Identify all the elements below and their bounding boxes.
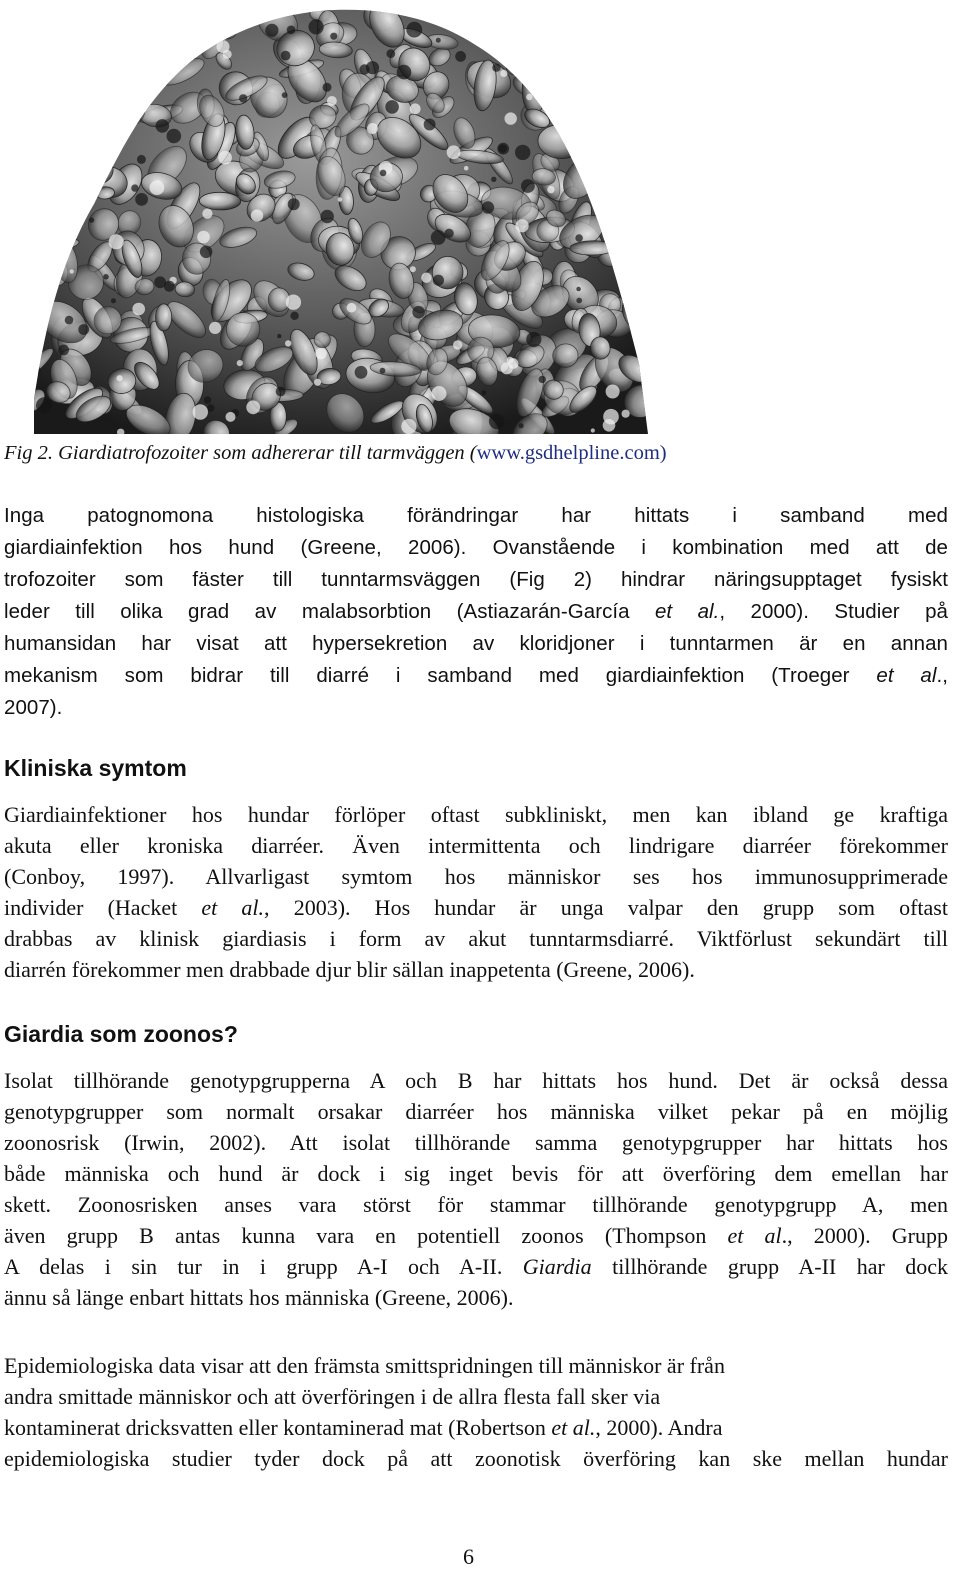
- texture-dot: [314, 379, 321, 386]
- texture-dot: [103, 274, 109, 280]
- texture-dot: [202, 209, 212, 219]
- paragraph-epidemiology: [4, 1350, 948, 1474]
- texture-dot: [497, 143, 509, 155]
- texture-dot: [412, 306, 425, 319]
- texture-dot: [197, 231, 210, 244]
- texture-dot: [421, 273, 431, 283]
- texture-dot: [109, 234, 124, 249]
- texture-dot: [500, 70, 507, 77]
- texture-dot: [131, 184, 138, 191]
- texture-dot: [321, 210, 334, 223]
- texture-dot: [251, 209, 263, 221]
- texture-dot: [237, 360, 243, 366]
- texture-dot: [519, 423, 524, 428]
- texture-dot: [501, 362, 513, 374]
- text-line: drabbas av klinisk giardiasis i form av akut tunntarmsdiarré. Viktförlust sekundärt till: [4, 926, 948, 951]
- texture-dot: [65, 316, 74, 325]
- text-line: (Conboy, 1997). Allvarligast symtom hos människor ses hos immunosupprimerade: [4, 864, 948, 889]
- texture-dot: [453, 340, 462, 349]
- texture-dot: [397, 65, 412, 80]
- texture-dot: [433, 275, 444, 286]
- texture-dot: [386, 49, 395, 58]
- text-line: giardiainfektion hos hund (Greene, 2006). Ovanstående i kombination med att de: [4, 536, 948, 559]
- texture-dot: [367, 123, 378, 134]
- texture-dot: [164, 281, 175, 292]
- cell-shape: [156, 304, 172, 331]
- text-line: även grupp B antas kunna vara en potentiell zoonos (Thompson et al., 2000). Grupp: [4, 1223, 948, 1248]
- text-line: ännu så länge enbart hittats hos människa (Greene, 2006).: [4, 1285, 514, 1310]
- texture-dot: [481, 390, 486, 395]
- texture-dot: [526, 94, 532, 100]
- texture-dot: [239, 94, 247, 102]
- texture-dot: [315, 348, 327, 360]
- texture-dot: [323, 83, 332, 92]
- text-line: skett. Zoonosrisken anses vara störst för stammar tillhörande genotypgrupp A, men: [4, 1192, 948, 1217]
- texture-dot: [117, 375, 123, 381]
- texture-dot: [150, 180, 165, 195]
- texture-dot: [576, 298, 582, 304]
- texture-dot: [432, 386, 447, 401]
- texture-dot: [380, 170, 387, 177]
- texture-dot: [455, 51, 466, 62]
- texture-dot: [591, 428, 595, 432]
- text-line: kontaminerat dricksvatten eller kontaminerad mat (Robertson et al., 2000). Andra: [4, 1415, 723, 1440]
- text-line: Isolat tillhörande genotypgrupperna A och B har hittats hos hund. Det är också dessa: [4, 1068, 948, 1093]
- text-line: Inga patognomona histologiska förändringar har hittats i samband med: [4, 504, 948, 527]
- paragraph-histology: [4, 500, 948, 724]
- texture-dot: [156, 119, 170, 133]
- texture-dot: [282, 92, 288, 98]
- texture-dot: [330, 33, 337, 40]
- text-line: genotypgrupper som normalt orsakar diarréer hos människa vilket pekar på en möjlig: [4, 1099, 948, 1124]
- paragraph-clinical: [4, 799, 948, 985]
- texture-dot: [290, 312, 298, 320]
- texture-dot: [193, 404, 208, 419]
- sem-micrograph: [34, 4, 648, 434]
- texture-dot: [132, 303, 145, 316]
- texture-dot: [539, 376, 546, 383]
- texture-dot: [78, 324, 89, 335]
- texture-dot: [436, 38, 441, 43]
- texture-dot: [516, 219, 529, 232]
- texture-dot: [431, 230, 446, 245]
- texture-dot: [492, 64, 500, 72]
- texture-dot: [281, 51, 291, 61]
- texture-dot: [338, 197, 343, 202]
- texture-dot: [137, 155, 146, 164]
- texture-dot: [111, 298, 116, 303]
- text-line: diarrén förekommer men drabbade djur blir sällan inappetenta (Greene, 2006).: [4, 957, 695, 982]
- texture-dot: [410, 103, 421, 114]
- text-line: Epidemiologiska data visar att den främsta smittspridningen till människor är från: [4, 1353, 725, 1378]
- texture-dot: [482, 201, 494, 213]
- figure-caption: [4, 440, 944, 466]
- texture-dot: [347, 303, 357, 313]
- text-line: humansidan har visat att hypersekretion av kloridjoner i tunntarmen är en annan: [4, 632, 948, 655]
- texture-dot: [246, 400, 260, 414]
- texture-dot: [200, 246, 213, 259]
- texture-dot: [380, 368, 386, 374]
- text-line: mekanism som bidrar till diarré i samband med giardiainfektion (Troeger et al.,: [4, 664, 948, 687]
- text-line: Giardiainfektioner hos hundar förlöper oftast subkliniskt, men kan ibland ge kraftiga: [4, 802, 948, 827]
- section-heading-clinical: Kliniska symtom: [4, 755, 187, 781]
- paragraph-zoonosis: [4, 1065, 948, 1313]
- texture-dot: [265, 24, 278, 37]
- text-line: leder till olika grad av malabsorbtion (Astiazarán-García et al., 2000). Studier på: [4, 600, 948, 623]
- texture-dot: [276, 387, 286, 397]
- texture-dot: [491, 177, 496, 182]
- text-line: epidemiologiska studier tyder dock på att zoonotisk överföring kan ske mellan hundar: [4, 1446, 948, 1471]
- texture-dot: [447, 145, 461, 159]
- texture-dot: [410, 266, 416, 272]
- texture-dot: [135, 193, 148, 206]
- texture-dot: [505, 112, 517, 124]
- text-line: zoonosrisk (Irwin, 2002). Att isolat tillhörande samma genotypgrupper har hittats hos: [4, 1130, 948, 1155]
- texture-dot: [521, 179, 535, 193]
- texture-dot: [526, 332, 541, 347]
- texture-dot: [576, 287, 581, 292]
- texture-dot: [406, 22, 422, 38]
- text-line: både människa och hund är dock i sig inget bevis för att överföring dem emellan har: [4, 1161, 948, 1186]
- texture-dot: [355, 366, 368, 379]
- caption-link[interactable]: www.gsdhelpline.com): [476, 442, 667, 464]
- section-heading-zoonosis: Giardia som zoonos?: [4, 1021, 238, 1047]
- texture-dot: [622, 410, 630, 418]
- cell-shape: [199, 192, 241, 210]
- text-line: A delas i sin tur in i grupp A-I och A-II. Giardia tillhörande grupp A-II har dock: [4, 1254, 948, 1279]
- page-number: 6: [463, 1544, 474, 1569]
- texture-dot: [606, 385, 620, 399]
- texture-dot: [285, 340, 291, 346]
- texture-dot: [70, 269, 74, 273]
- texture-dot: [309, 19, 324, 34]
- texture-dot: [286, 295, 301, 310]
- texture-dot: [424, 119, 436, 131]
- caption-label: Fig 2. Giardiatrofozoiter som adhererar till tarmväggen (: [4, 442, 477, 464]
- texture-dot: [207, 404, 214, 411]
- text-line: akuta eller kroniska diarréer. Även intermittenta och lindrigare diarréer förekommer: [4, 833, 948, 858]
- texture-dot: [359, 64, 369, 74]
- texture-dot: [223, 50, 232, 59]
- texture-dot: [209, 322, 221, 334]
- texture-dot: [58, 345, 69, 356]
- texture-dot: [36, 397, 52, 413]
- texture-dot: [277, 334, 281, 338]
- texture-dot: [288, 198, 300, 210]
- text-line: 2007).: [4, 696, 63, 719]
- text-line: individer (Hacket et al., 2003). Hos hundar är unga valpar den grupp som oftast: [4, 895, 948, 920]
- texture-dot: [401, 419, 416, 434]
- texture-dot: [287, 26, 296, 35]
- texture-dot: [89, 217, 94, 222]
- texture-dot: [464, 166, 469, 171]
- texture-dot: [226, 412, 236, 422]
- texture-dot: [547, 186, 554, 193]
- texture-dot: [575, 234, 583, 242]
- texture-dot: [204, 396, 211, 403]
- sem-micrograph-figure: [34, 4, 648, 434]
- texture-dot: [218, 151, 232, 165]
- texture-dot: [327, 96, 337, 106]
- texture-dot: [507, 357, 514, 364]
- text-line: trofozoiter som fäster till tunntarmsväggen (Fig 2) hindrar näringsupptaget fysiskt: [4, 568, 948, 591]
- texture-dot: [167, 129, 182, 144]
- texture-dot: [444, 229, 453, 238]
- texture-dot: [515, 145, 530, 160]
- texture-dot: [489, 414, 505, 430]
- text-line: andra smittade människor och att överföringen i de allra flesta fall sker via: [4, 1384, 661, 1409]
- texture-dot: [603, 419, 616, 432]
- texture-dot: [385, 100, 399, 114]
